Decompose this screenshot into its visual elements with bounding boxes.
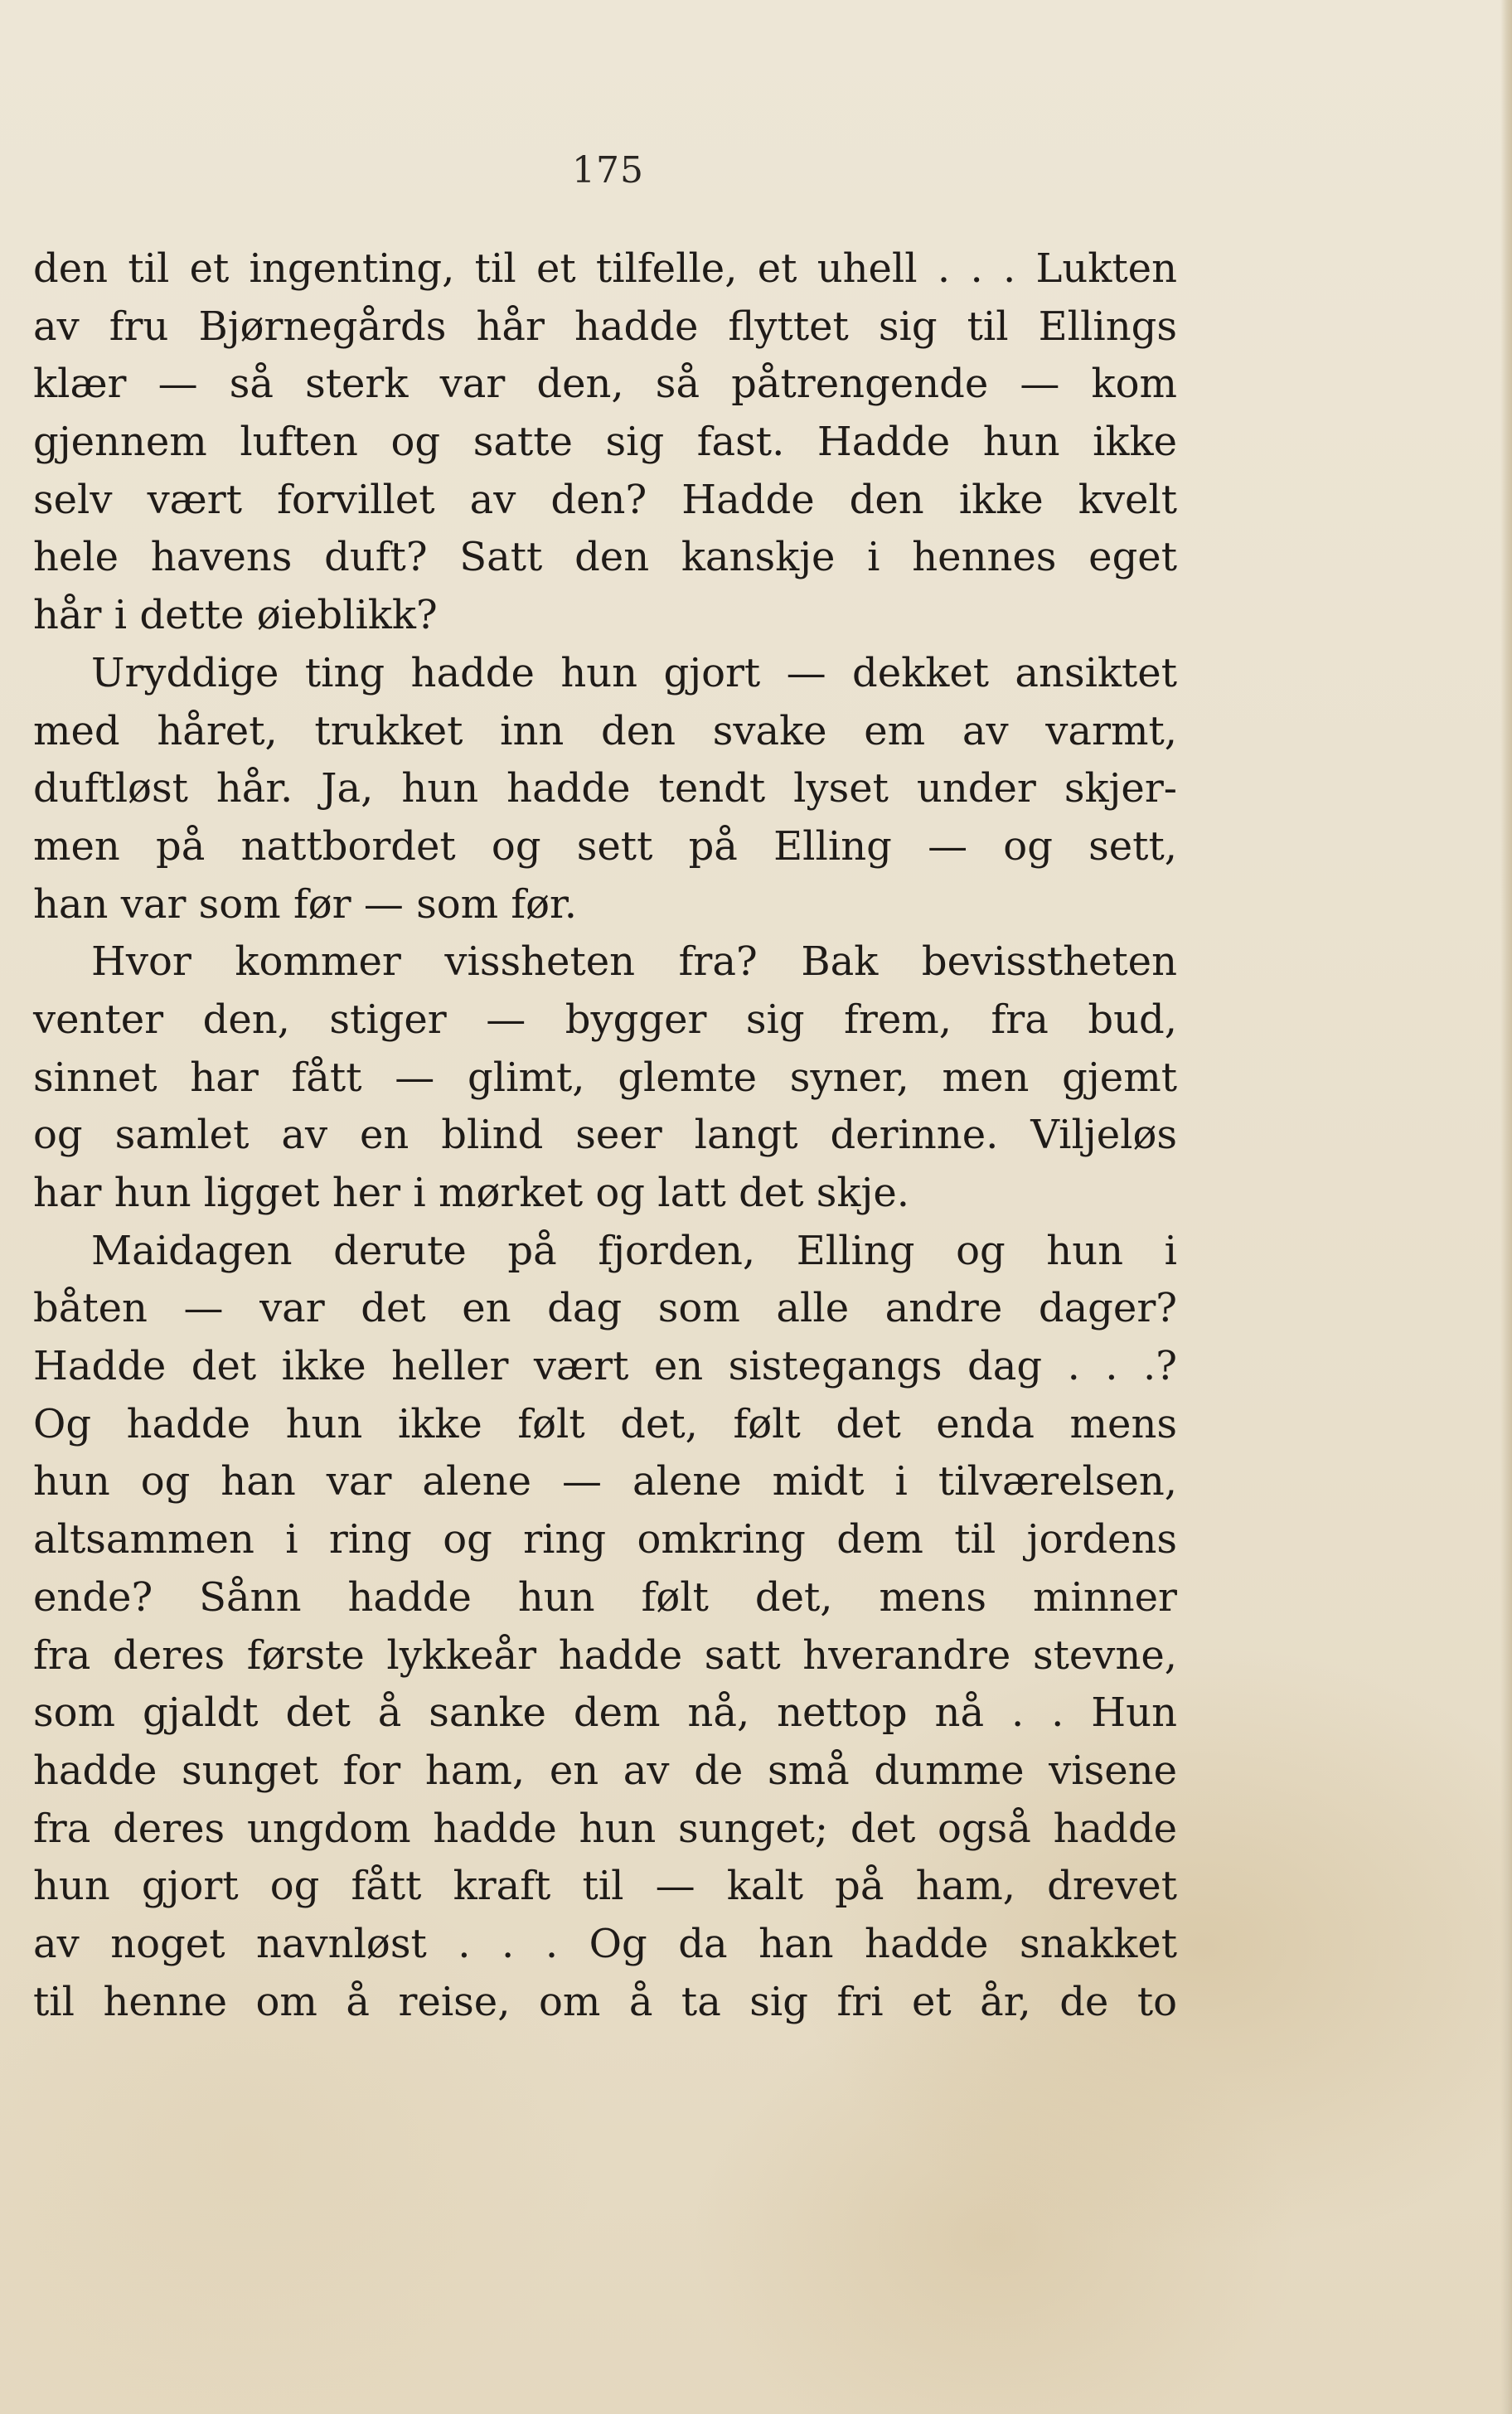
- page-edge-shadow: [1500, 0, 1512, 2414]
- text-line: har hun ligget her i mørket og latt det skje.: [33, 1170, 910, 1216]
- text-line: den til et ingenting, til et tilfelle, et uhell . . . Lukten: [33, 245, 1177, 292]
- text-line: klær — så sterk var den, så påtrengende — kom: [33, 361, 1177, 408]
- text-line: og samlet av en blind seer langt derinne. Viljeløs: [33, 1112, 1177, 1159]
- text-line: altsammen i ring og ring omkring dem til jordens: [33, 1516, 1177, 1563]
- text-line: fra deres første lykkeår hadde satt hverandre stevne,: [33, 1631, 1177, 1679]
- text-line: han var som før — som før.: [33, 880, 577, 928]
- text-line: Og hadde hun ikke følt det, følt det enda mens: [33, 1400, 1177, 1447]
- text-line: selv vært forvillet av den? Hadde den ikke kvelt: [33, 476, 1177, 523]
- text-line: med håret, trukket inn den svake em av varmt,: [33, 707, 1177, 754]
- text-line: gjennem luften og satte sig fast. Hadde hun ikke: [33, 419, 1177, 466]
- text-line: ende? Sånn hadde hun følt det, mens minner: [33, 1573, 1177, 1621]
- text-line: til henne om å reise, om å ta sig fri et år, de to: [33, 1978, 1177, 2025]
- text-line: duftløst hår. Ja, hun hadde tendt lyset under skjer-: [33, 765, 1177, 812]
- text-line: hun gjort og fått kraft til — kalt på ham, drevet: [33, 1863, 1177, 1910]
- text-line: hele havens duft? Satt den kanskje i hennes eget: [33, 534, 1177, 581]
- text-line: men på nattbordet og sett på Elling — og sett,: [33, 822, 1177, 870]
- text-line: Hvor kommer vissheten fra? Bak bevisstheten: [91, 938, 1177, 986]
- text-line: båten — var det en dag som alle andre dager?: [33, 1285, 1177, 1332]
- text-line: hadde sunget for ham, en av de små dumme visene: [33, 1747, 1177, 1794]
- text-line: som gjaldt det å sanke dem nå, nettop nå . . Hun: [33, 1689, 1177, 1737]
- text-line: Uryddige ting hadde hun gjort — dekket ansiktet: [91, 649, 1177, 696]
- text-line: hår i dette øieblikk?: [33, 592, 438, 639]
- text-line: Maidagen derute på fjorden, Elling og hun i: [91, 1227, 1177, 1274]
- text-line: Hadde det ikke heller vært en sistegangs dag . . .?: [33, 1343, 1177, 1390]
- body-text: [33, 240, 1177, 2031]
- text-line: fra deres ungdom hadde hun sunget; det også hadde: [33, 1805, 1177, 1852]
- text-line: av noget navnløst . . . Og da han hadde snakket: [33, 1920, 1177, 1967]
- page-number: 175: [572, 149, 644, 191]
- text-line: hun og han var alene — alene midt i tilværelsen,: [33, 1458, 1177, 1505]
- text-line: av fru Bjørnegårds hår hadde flyttet sig til Ellings: [33, 303, 1177, 350]
- text-line: sinnet har fått — glimt, glemte syner, men gjemt: [33, 1054, 1177, 1101]
- text-line: venter den, stiger — bygger sig frem, fra bud,: [33, 996, 1177, 1043]
